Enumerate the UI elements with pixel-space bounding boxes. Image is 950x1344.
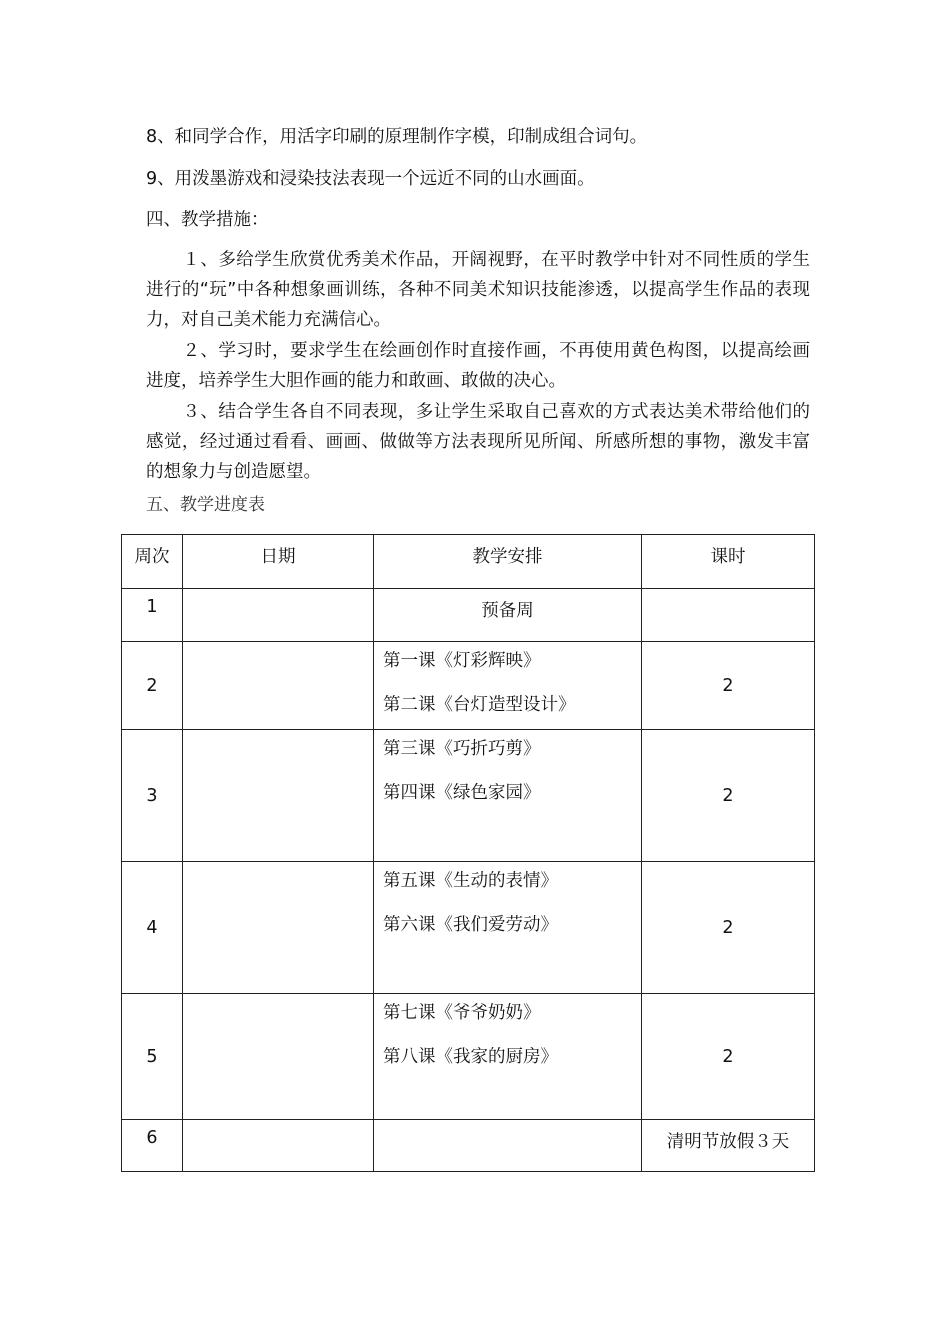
date-cell	[183, 730, 374, 862]
arrangement-cell	[374, 862, 642, 994]
measure-paragraph-1-text: １、多给学生欣赏优秀美术作品，开阔视野，在平时教学中针对不同性质的学生进行的“玩”中各种想象画训练，各种不同美术知识技能渗透，以提高学生作品的表现力，对自己美术能力充满信心。	[146, 250, 810, 330]
header-hours: 课时	[642, 535, 815, 589]
lesson-item: 第八课《我家的厨房》	[383, 1047, 558, 1067]
date-cell	[183, 642, 374, 730]
week-cell: 3	[122, 730, 183, 862]
section-4-heading: 四、教学措施：	[146, 210, 269, 230]
date-cell	[183, 589, 374, 642]
table-row	[122, 862, 815, 994]
lesson-item: 第七课《爷爷奶奶》	[383, 1003, 541, 1023]
arrangement-cell	[374, 994, 642, 1120]
measure-paragraph-2	[146, 336, 810, 396]
schedule-table	[121, 534, 815, 1172]
objective-item-8: 8、和同学合作，用活字印刷的原理制作字模，印制成组合词句。	[146, 127, 648, 147]
hours-cell: 2	[642, 862, 815, 994]
table-row	[122, 1120, 815, 1172]
hours-cell: 2	[642, 642, 815, 730]
hours-cell: 2	[642, 994, 815, 1120]
week-cell: 4	[122, 862, 183, 994]
header-arrangement: 教学安排	[374, 535, 642, 589]
table-header-row	[122, 535, 815, 589]
table-row	[122, 730, 815, 862]
measure-paragraph-3-text: ３、结合学生各自不同表现，多让学生采取自己喜欢的方式表达美术带给他们的感觉，经过通过看看、画画、做做等方法表现所见所闻、所感所想的事物，激发丰富的想象力与创造愿望。	[146, 402, 810, 482]
table-row	[122, 589, 815, 642]
arrangement-cell	[374, 730, 642, 862]
measure-paragraph-2-text: ２、学习时，要求学生在绘画创作时直接作画，不再使用黄色构图，以提高绘画进度，培养学生大胆作画的能力和敢画、敢做的决心。	[146, 341, 810, 391]
header-date: 日期	[183, 535, 374, 589]
objective-item-9: 9、用泼墨游戏和浸染技法表现一个远近不同的山水画面。	[146, 169, 595, 189]
date-cell	[183, 1120, 374, 1172]
table-row	[122, 642, 815, 730]
measure-paragraph-1	[146, 245, 810, 335]
date-cell	[183, 862, 374, 994]
measure-paragraph-3	[146, 397, 810, 487]
lesson-item: 第五课《生动的表情》	[383, 871, 558, 891]
week-cell: 2	[122, 642, 183, 730]
hours-cell: 2	[642, 730, 815, 862]
arrangement-cell: 预备周	[374, 589, 642, 642]
header-week: 周次	[122, 535, 183, 589]
lesson-item: 第三课《巧折巧剪》	[383, 739, 541, 759]
hours-cell: 清明节放假３天	[642, 1120, 815, 1172]
lesson-item: 第二课《台灯造型设计》	[383, 695, 576, 715]
arrangement-cell	[374, 1120, 642, 1172]
week-cell: 1	[122, 589, 183, 642]
arrangement-cell	[374, 642, 642, 730]
date-cell	[183, 994, 374, 1120]
lesson-item: 第六课《我们爱劳动》	[383, 915, 558, 935]
table-row	[122, 994, 815, 1120]
week-cell: 6	[122, 1120, 183, 1172]
hours-cell	[642, 589, 815, 642]
lesson-item: 第四课《绿色家园》	[383, 783, 541, 803]
section-5-heading: 五、教学进度表	[146, 495, 265, 515]
week-cell: 5	[122, 994, 183, 1120]
lesson-item: 第一课《灯彩辉映》	[383, 651, 541, 671]
